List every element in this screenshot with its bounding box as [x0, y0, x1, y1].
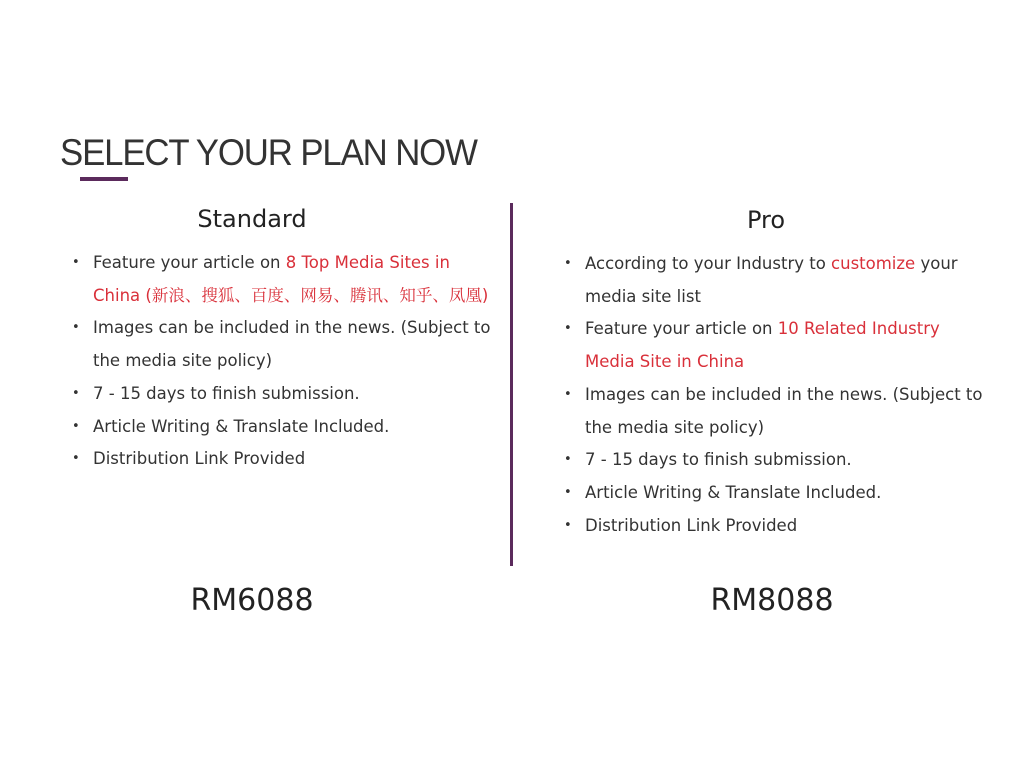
bullet-icon: •: [72, 451, 80, 467]
feature-text: Feature your article on: [585, 319, 778, 339]
feature-highlight-text: 8 Top Media Sites in China (新浪、搜狐、百度、网易、腾讯、知乎、凤凰): [93, 253, 489, 305]
bullet-icon: •: [72, 418, 80, 434]
feature-item: [564, 313, 994, 378]
feature-text: Images can be included in the news. (Subject to the media site policy): [585, 384, 983, 437]
feature-item: [564, 379, 994, 444]
bullet-icon: •: [72, 255, 80, 270]
feature-item: [72, 443, 492, 476]
bullet-icon: •: [72, 385, 80, 401]
heading-underline-accent: [80, 177, 128, 181]
feature-item: [564, 477, 994, 510]
bullet-icon: •: [564, 386, 572, 402]
price-standard: RM6088: [190, 583, 314, 618]
bullet-icon: •: [564, 452, 572, 468]
feature-item: [564, 444, 994, 477]
feature-text: Distribution Link Provided: [93, 449, 306, 469]
feature-item: [72, 378, 492, 411]
feature-text: Article Writing & Translate Included.: [93, 416, 390, 436]
feature-text: According to your Industry to: [585, 254, 832, 273]
feature-item: [564, 248, 994, 313]
feature-text: Distribution Link Provided: [585, 515, 798, 535]
feature-list-pro: [564, 248, 994, 542]
bullet-icon: •: [564, 256, 572, 271]
feature-item: [72, 411, 492, 444]
feature-text: Feature your article on: [93, 253, 286, 272]
feature-list-standard: [72, 247, 492, 476]
bullet-icon: •: [564, 321, 572, 337]
bullet-icon: •: [564, 484, 572, 500]
feature-text: Images can be included in the news. (Subject to the media site policy): [93, 318, 491, 371]
column-divider: [510, 203, 513, 566]
feature-text: 7 - 15 days to finish submission.: [585, 450, 852, 470]
feature-item: [72, 247, 492, 312]
feature-highlight-text: customize: [831, 254, 916, 273]
bullet-icon: •: [564, 517, 572, 533]
feature-text: Article Writing & Translate Included.: [585, 482, 882, 502]
price-pro: RM8088: [710, 583, 834, 618]
feature-item: [72, 312, 492, 377]
plan-title-pro: Pro: [746, 206, 786, 234]
feature-text: your media site list: [585, 254, 958, 306]
bullet-icon: •: [72, 320, 80, 336]
feature-text: 7 - 15 days to finish submission.: [93, 383, 360, 403]
feature-item: [564, 510, 994, 543]
plan-title-standard: Standard: [197, 205, 307, 233]
feature-highlight-text: 10 Related Industry Media Site in China: [585, 319, 940, 372]
page-heading: SELECT YOUR PLAN NOW: [60, 132, 477, 173]
